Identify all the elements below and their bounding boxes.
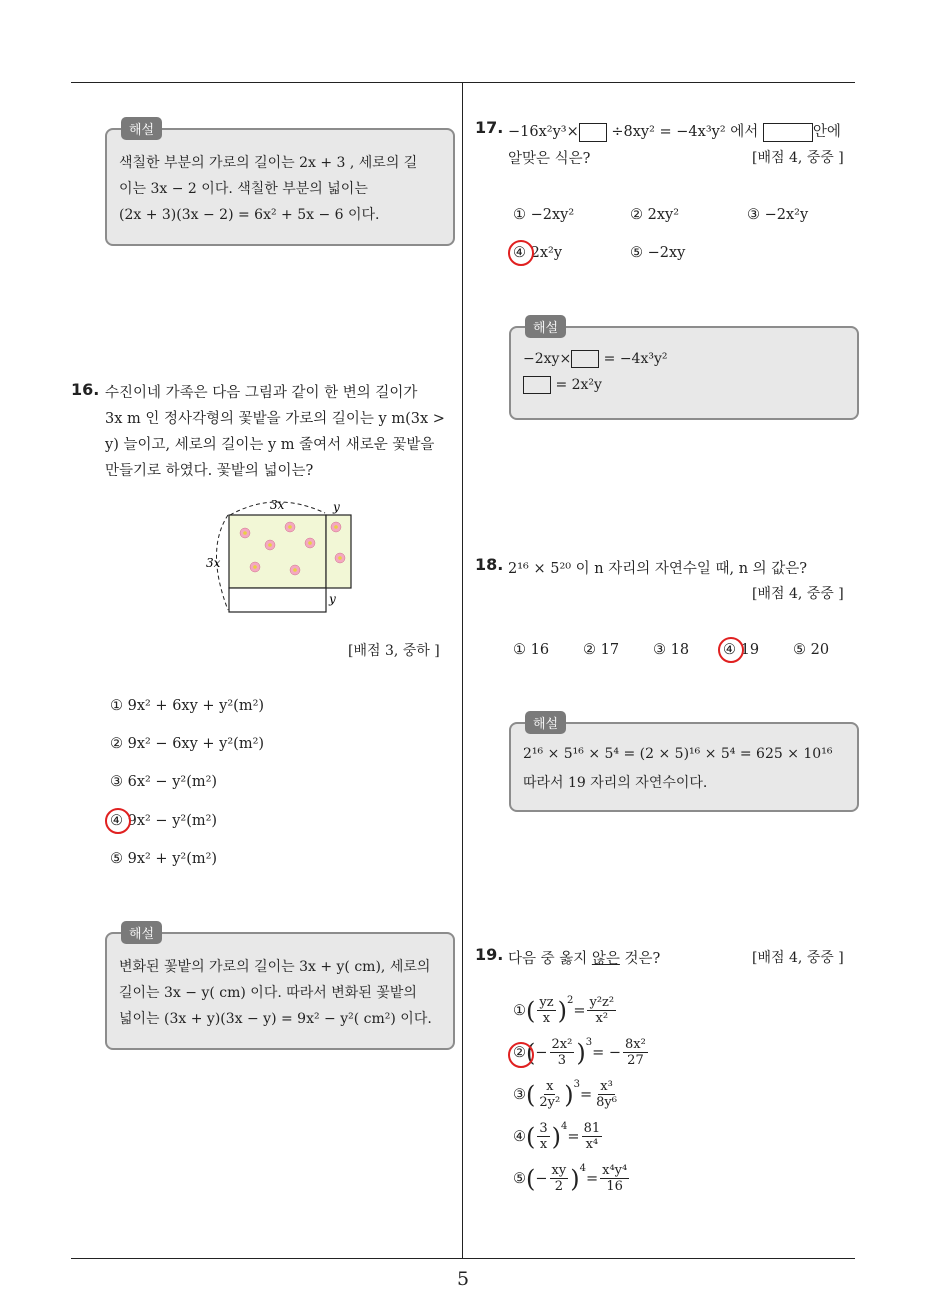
equals: = xyxy=(567,1128,580,1145)
choice-mark: ④ xyxy=(513,1128,526,1145)
left-fraction-numerator: x xyxy=(546,1079,554,1094)
solution-tag: 해설 xyxy=(525,315,566,338)
q18-choice-1[interactable]: ① 16 xyxy=(513,642,550,658)
right-fraction-denominator: 16 xyxy=(606,1179,623,1194)
q17-solution-box xyxy=(509,321,859,420)
q15-solution-line-3: (2x + 3)(3x − 2) = 6x² + 5x − 6 이다. xyxy=(119,207,380,223)
q19-text xyxy=(508,947,660,968)
left-fraction-denominator: x xyxy=(539,1137,548,1152)
q16-text-4: 만들기로 하였다. 꽃밭의 넓이는? xyxy=(105,463,314,479)
q19-choice-4[interactable] xyxy=(513,1121,604,1152)
q18-text: 2¹⁶ × 5²⁰ 이 n 자리의 자연수일 때, n 의 값은? xyxy=(508,561,808,577)
sign: − xyxy=(535,1170,548,1187)
equals: = xyxy=(585,1170,599,1187)
q19-score: [배점 4, 중중 ] xyxy=(752,950,844,966)
choice-mark: ① xyxy=(513,1002,526,1019)
close-paren: ) xyxy=(576,1038,586,1067)
right-fraction-numerator: y²z² xyxy=(589,995,615,1010)
q19-text-a: 다음 중 옳지 xyxy=(508,951,588,967)
q18-choice-2[interactable]: ② 17 xyxy=(583,642,620,658)
q19-text-underlined: 않은 xyxy=(591,951,620,967)
q17-choice-2[interactable]: ② 2xy² xyxy=(630,207,680,223)
page-number: 5 xyxy=(456,1268,470,1290)
q17-solution-a: −2xy× xyxy=(523,351,572,367)
q17-solution-c: = 2x²y xyxy=(555,377,602,393)
right-fraction-numerator: 8x² xyxy=(625,1037,646,1052)
solution-tag: 해설 xyxy=(121,117,162,140)
q15-solution-box xyxy=(105,123,455,246)
equals: = xyxy=(579,1086,593,1103)
q19-choice-3[interactable] xyxy=(513,1079,621,1110)
open-paren: ( xyxy=(526,996,536,1025)
close-paren: ) xyxy=(564,1080,574,1109)
solution-tag: 해설 xyxy=(525,711,566,734)
q17-choice-3[interactable]: ③ −2x²y xyxy=(747,207,809,223)
open-paren: ( xyxy=(526,1080,536,1109)
left-fraction xyxy=(550,1163,569,1194)
open-paren: ( xyxy=(526,1164,536,1193)
sign: − xyxy=(535,1044,548,1061)
q19-answer-circle xyxy=(508,1042,534,1068)
exponent: 2 xyxy=(566,995,574,1006)
left-fraction-denominator: 3 xyxy=(557,1053,567,1068)
left-fraction-numerator: yz xyxy=(539,995,554,1010)
left-fraction xyxy=(537,995,555,1026)
q17-solution-b: = −4x³y² xyxy=(603,351,668,367)
exponent: 4 xyxy=(561,1121,568,1132)
right-fraction-denominator: x² xyxy=(595,1011,609,1026)
q17-answer-circle xyxy=(508,240,534,266)
q19-number: 19. xyxy=(475,945,504,964)
q17-score: [배점 4, 중중 ] xyxy=(752,150,844,166)
left-fraction xyxy=(537,1121,549,1152)
q16-solution-line-2: 길이는 3x − y( cm) 이다. 따라서 변화된 꽃밭의 xyxy=(119,985,417,1001)
q17-choice-4[interactable]: ④ 2x²y xyxy=(513,245,563,261)
figure-label-right-top: y xyxy=(333,500,340,514)
q16-score: [배점 3, 중하 ] xyxy=(348,643,440,659)
right-fraction-denominator: 27 xyxy=(627,1053,644,1068)
left-fraction-numerator: 2x² xyxy=(551,1037,573,1052)
q16-text-3: y) 늘이고, 세로의 길이는 y m 줄여서 새로운 꽃밭을 xyxy=(105,437,435,453)
figure-label-right-bottom: y xyxy=(329,592,336,606)
left-fraction xyxy=(550,1037,575,1068)
q17-blank-box xyxy=(579,123,607,142)
q17-text-c: 안에 xyxy=(812,124,841,140)
right-fraction-denominator: x⁴ xyxy=(585,1137,599,1152)
q16-text-1: 수진이네 가족은 다음 그림과 같이 한 변의 길이가 xyxy=(105,385,418,401)
q16-number: 16. xyxy=(71,380,100,399)
q19-choice-1[interactable] xyxy=(513,995,618,1026)
solution-blank-box xyxy=(571,350,599,368)
open-paren: ( xyxy=(526,1122,536,1151)
q16-solution-line-3: 넓이는 (3x + y)(3x − y) = 9x² − y²( cm²) 이다. xyxy=(119,1011,432,1027)
right-fraction xyxy=(600,1163,629,1194)
q17-choice-5[interactable]: ⑤ −2xy xyxy=(630,245,686,261)
exponent: 3 xyxy=(573,1079,580,1090)
q16-solution-line-1: 변화된 꽃밭의 가로의 길이는 3x + y( cm), 세로의 xyxy=(119,959,431,975)
q17-solution-line-2 xyxy=(523,376,602,394)
q18-number: 18. xyxy=(475,555,504,574)
q16-solution-box xyxy=(105,927,455,1050)
right-fraction xyxy=(623,1037,648,1068)
figure-label-top: 3x xyxy=(270,498,285,512)
right-fraction-numerator: x⁴y⁴ xyxy=(602,1163,628,1178)
q17-blank-box-2 xyxy=(763,123,813,142)
q15-solution-line-2: 이는 3x − 2 이다. 색칠한 부분의 넓이는 xyxy=(119,181,368,197)
left-fraction-denominator: x xyxy=(542,1011,551,1026)
equals: = xyxy=(573,1002,586,1019)
q18-answer-circle xyxy=(718,637,744,663)
q16-choice-5[interactable]: ⑤ 9x² + y²(m²) xyxy=(110,851,218,867)
close-paren: ) xyxy=(557,996,567,1025)
q18-choice-4[interactable]: ④ 19 xyxy=(723,642,760,658)
right-fraction-numerator: 81 xyxy=(583,1121,601,1136)
choice-mark: ⑤ xyxy=(513,1170,526,1187)
q18-solution-line-2: 따라서 19 자리의 자연수이다. xyxy=(523,775,708,791)
choice-mark: ② xyxy=(513,1044,526,1061)
open-paren: ( xyxy=(526,1038,536,1067)
q17-text-b: ÷8xy² = −4x³y² 에서 xyxy=(611,124,759,140)
q17-choice-1[interactable]: ① −2xy² xyxy=(513,207,575,223)
q19-choice-5[interactable] xyxy=(513,1163,631,1194)
close-paren: ) xyxy=(551,1122,562,1151)
right-fraction-denominator: 8y⁶ xyxy=(596,1095,617,1110)
bottom-rule xyxy=(71,1258,855,1259)
exponent: 4 xyxy=(579,1163,586,1174)
q17-solution-line-1 xyxy=(523,350,668,368)
left-fraction-numerator: 3 xyxy=(539,1121,548,1136)
q16-choice-3[interactable]: ③ 6x² − y²(m²) xyxy=(110,774,218,790)
left-fraction-denominator: 2y² xyxy=(539,1095,561,1110)
q19-text-b: 것은? xyxy=(624,951,661,967)
left-fraction-numerator: xy xyxy=(551,1163,567,1178)
choice-mark: ③ xyxy=(513,1086,526,1103)
solution-blank-box-2 xyxy=(523,376,551,394)
q15-solution-line-1: 색칠한 부분의 가로의 길이는 2x + 3 , 세로의 길 xyxy=(119,155,418,171)
right-fraction xyxy=(582,1121,603,1152)
q18-score: [배점 4, 중중 ] xyxy=(752,586,844,602)
q18-solution-box xyxy=(509,717,859,812)
column-divider xyxy=(462,83,463,1259)
q16-choice-4[interactable]: ④ 9x² − y²(m²) xyxy=(110,813,218,829)
left-fraction-denominator: 2 xyxy=(554,1179,564,1194)
equals: = − xyxy=(592,1044,622,1061)
top-rule xyxy=(71,82,855,83)
right-fraction xyxy=(587,995,616,1026)
right-fraction-numerator: x³ xyxy=(600,1079,613,1094)
q17-text-2: 알맞은 식은? xyxy=(508,151,591,167)
exponent: 3 xyxy=(585,1037,593,1048)
q18-choice-3[interactable]: ③ 18 xyxy=(653,642,690,658)
q16-answer-circle xyxy=(105,808,131,834)
q17-text-1 xyxy=(508,120,841,142)
q18-choice-5[interactable]: ⑤ 20 xyxy=(793,642,830,658)
left-fraction xyxy=(537,1079,562,1110)
q17-number: 17. xyxy=(475,118,504,137)
solution-tag: 해설 xyxy=(121,921,162,944)
figure-label-side: 3x xyxy=(206,556,221,570)
q16-choice-1[interactable]: ① 9x² + 6xy + y²(m²) xyxy=(110,698,265,714)
q18-solution-line-1: 2¹⁶ × 5¹⁶ × 5⁴ = (2 × 5)¹⁶ × 5⁴ = 625 × 10¹⁶ xyxy=(523,746,833,762)
right-fraction xyxy=(594,1079,619,1110)
q16-text-2: 3x m 인 정사각형의 꽃밭을 가로의 길이는 y m(3x > xyxy=(105,411,445,427)
q16-choice-2[interactable]: ② 9x² − 6xy + y²(m²) xyxy=(110,736,265,752)
close-paren: ) xyxy=(570,1164,580,1193)
q16-flowerbed-figure xyxy=(200,495,370,620)
q17-text-a: −16x²y³× xyxy=(508,124,579,140)
